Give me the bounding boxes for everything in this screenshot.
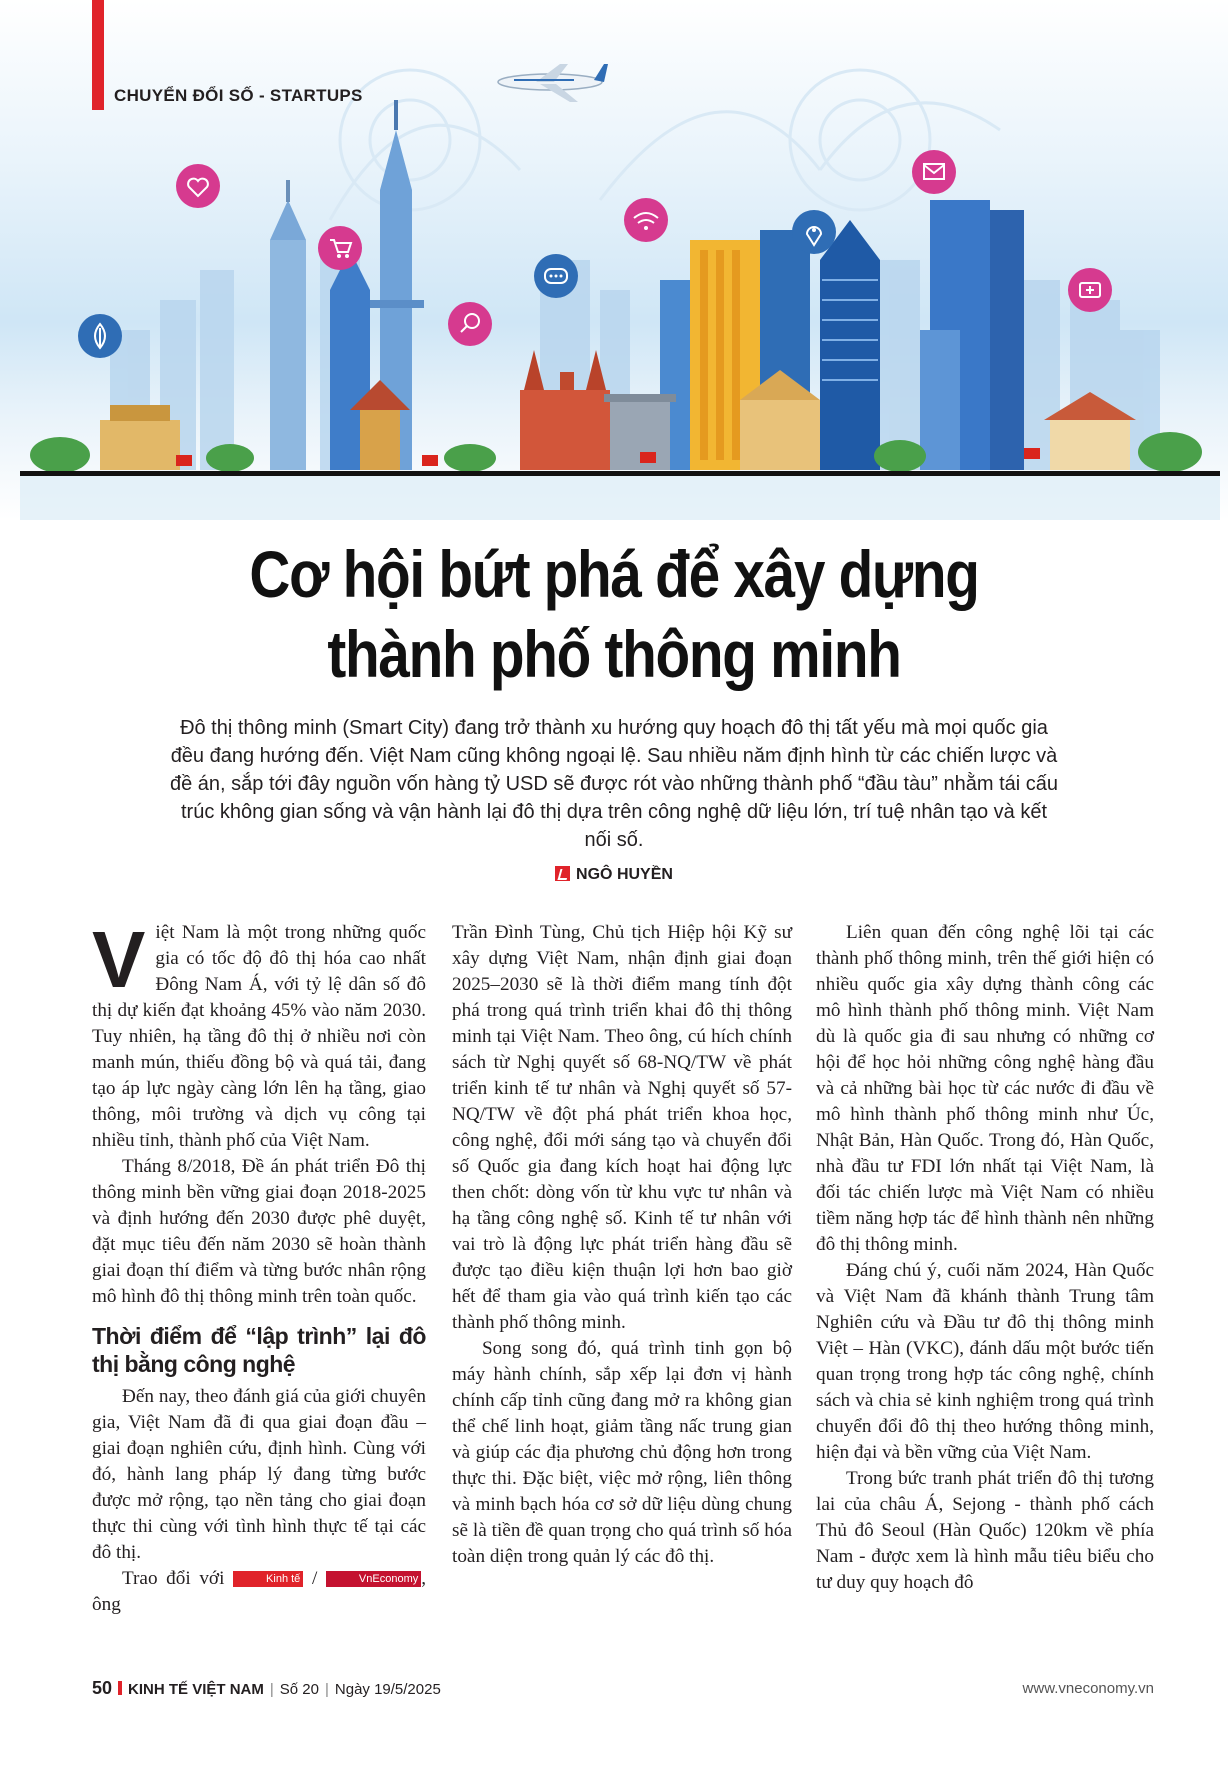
drop-cap: V bbox=[92, 915, 146, 1004]
cart-icon bbox=[318, 226, 362, 270]
leaf-icon bbox=[78, 314, 122, 358]
pen-icon bbox=[555, 866, 570, 881]
chat-icon bbox=[534, 254, 578, 298]
article-column-2 bbox=[452, 920, 792, 1570]
issue-date: Ngày 19/5/2025 bbox=[334, 1681, 441, 1698]
wifi-icon bbox=[624, 198, 668, 242]
paragraph: Trong bức tranh phát triển đô thị tương lai của châu Á, Sejong - thành phố cách Thủ đô Seoul (Hàn Quốc) 120km về phía Nam - được xem là hình mẫu tiêu biểu cho tư duy quy hoạch đô bbox=[816, 1468, 1154, 1593]
issue-number: Số 20 bbox=[279, 1681, 319, 1698]
paragraph: Liên quan đến công nghệ lõi tại các thành phố thông minh, trên thế giới hiện có nhiều quốc gia xây dựng thành công các mô hình thành phố thông minh. Việt Nam dù là quốc gia đi sau nhưng có những cơ hội để học hỏi những công nghệ hàng đầu và cả những bài học từ các nước đi đầu về mô hình thành phố thông minh như Úc, Nhật Bản, Hàn Quốc. Trong đó, Hàn Quốc, nhà đầu tư FDI lớn nhất tại Việt Nam, là đối tác chiến lược mà Việt Nam có nhiều tiềm năng hợp tác để hình thành nên những đô thị thông minh. bbox=[816, 922, 1154, 1255]
page-number: 50 bbox=[92, 1678, 113, 1698]
medical-icon bbox=[1068, 268, 1112, 312]
paragraph: Tháng 8/2018, Đề án phát triển Đô thị thông minh bền vững giai đoạn 2018-2025 và định hướng đến 2030 được phê duyệt, đặt mục tiêu đến năm 2030 sẽ hoàn thành giai đoạn thí điểm và từng bước nhân rộng mô hình đô thị thông minh trên toàn quốc. bbox=[92, 1156, 426, 1307]
paragraph: Trần Đình Tùng, Chủ tịch Hiệp hội Kỹ sư xây dựng Việt Nam, nhận định giai đoạn 2025–2030 sẽ là thời điểm mang tính đột phá trong quá trình triển khai đô thị thông minh tại Việt Nam. Theo ông, cú hích chính sách từ Nghị quyết số 68-NQ/TW về phát triển kinh tế tư nhân và Nghị quyết số 57-NQ/TW về đột phá phát triển khoa học, công nghệ, đổi mới sáng tạo và chuyển đổi số Quốc gia đang kích hoạt hai động lực then chốt: dòng vốn từ khu vực tư nhân và hạ tầng công nghệ số. Kinh tế tư nhân với vai trò là động lực phát triển hàng đầu sẽ được tạo điều kiện thuận lợi hơn bao giờ hết để tham gia vào quá trình kiến tạo các thành phố thông minh. bbox=[452, 922, 792, 1333]
author-name: NGÔ HUYỀN bbox=[576, 866, 673, 883]
vneconomy-logo: VnEconomy bbox=[326, 1571, 421, 1587]
page-footer: 50 KINH TẾ VIỆT NAM | Số 20 | Ngày 19/5/2025 www.vneconomy.vn bbox=[92, 1678, 1154, 1698]
paragraph: Đến nay, theo đánh giá của giới chuyên gia, Việt Nam đã đi qua giai đoạn đầu – giai đoạn nghiên cứu, định hình. Cùng với đó, hành lang pháp lý đang từng bước được mở rộng, tạo nền tảng cho giai đoạn thực thi cùng với tình hình thực tế tại các đô thị. bbox=[92, 1386, 426, 1563]
airplane-icon bbox=[498, 64, 608, 102]
article-lead: Đô thị thông minh (Smart City) đang trở thành xu hướng quy hoạch đô thị tất yếu mà mọi quốc gia đều đang hướng đến. Việt Nam cũng không ngoại lệ. Sau nhiều năm định hình từ các chiến lược và đề án, sắp tới đây nguồn vốn hàng tỷ USD sẽ được rót vào những thành phố “đầu tàu” nhằm tái cấu trúc không gian sống và vận hành lại đô thị dựa trên công nghệ dữ liệu lớn, trí tuệ nhân tạo và kết nối số. bbox=[170, 717, 1059, 851]
footer-accent bbox=[118, 1681, 122, 1695]
section-label: CHUYỂN ĐỔI SỐ - STARTUPS bbox=[114, 86, 363, 105]
heart-icon bbox=[176, 164, 220, 208]
paragraph: Việt Nam là một trong những quốc gia có tốc độ đô thị hóa cao nhất Đông Nam Á, với tỷ lệ dân số đô thị dự kiến đạt khoảng 45% vào năm 2030. Tuy nhiên, hạ tầng đô thị ở nhiều nơi còn manh mún, thiếu đồng bộ và quá tải, đang tạo áp lực ngày càng lớn lên hạ tầng, giao thông, môi trường và dịch vụ công tại nhiều tỉnh, thành phố của Việt Nam. bbox=[92, 915, 426, 1151]
article-column-1 bbox=[92, 915, 427, 1618]
paragraph: Trao đổi với Kinh tế / VnEconomy , ông bbox=[92, 1568, 427, 1615]
publication-name: KINH TẾ VIỆT NAM bbox=[128, 1681, 264, 1698]
mail-icon bbox=[912, 150, 956, 194]
smart-city-skyline bbox=[0, 0, 1228, 520]
article-column-3 bbox=[816, 920, 1154, 1596]
location-icon bbox=[792, 210, 836, 254]
website-link[interactable]: www.vneconomy.vn bbox=[1022, 1680, 1154, 1697]
article-title-line1: Cơ hội bứt phá để xây dựng bbox=[249, 537, 979, 611]
section-subheading: Thời điểm để “lập trình” lại đô thị bằng công nghệ bbox=[92, 1323, 426, 1377]
article-title-line2: thành phố thông minh bbox=[327, 617, 901, 691]
paragraph: Đáng chú ý, cuối năm 2024, Hàn Quốc và Việt Nam đã khánh thành Trung tâm Nghiên cứu và Đầu tư đô thị thông minh Việt – Hàn (VKC), đánh dấu một bước tiến quan trọng trong hợp tác công nghệ, chính sách và chia sẻ kinh nghiệm trong quá trình chuyển đổi đô thị theo hướng thông minh, hiện đại và bền vững của Việt Nam. bbox=[816, 1260, 1154, 1463]
hero-illustration bbox=[0, 0, 1228, 520]
author-byline bbox=[0, 866, 1228, 884]
paragraph: Song song đó, quá trình tinh gọn bộ máy hành chính, sắp xếp lại đơn vị hành chính cấp tỉnh cũng đang mở ra không gian thể chế linh hoạt, giảm tầng nấc trung gian và giúp các địa phương chủ động hơn trong thực thi. Đặc biệt, việc mở rộng, liên thông và minh bạch hóa cơ sở dữ liệu dùng chung sẽ là tiền đề quan trọng cho quá trình số hóa toàn diện trong quản lý các đô thị. bbox=[452, 1338, 792, 1567]
kinhte-logo: Kinh tế bbox=[233, 1571, 303, 1587]
section-accent-bar bbox=[92, 0, 104, 110]
search-icon bbox=[448, 302, 492, 346]
